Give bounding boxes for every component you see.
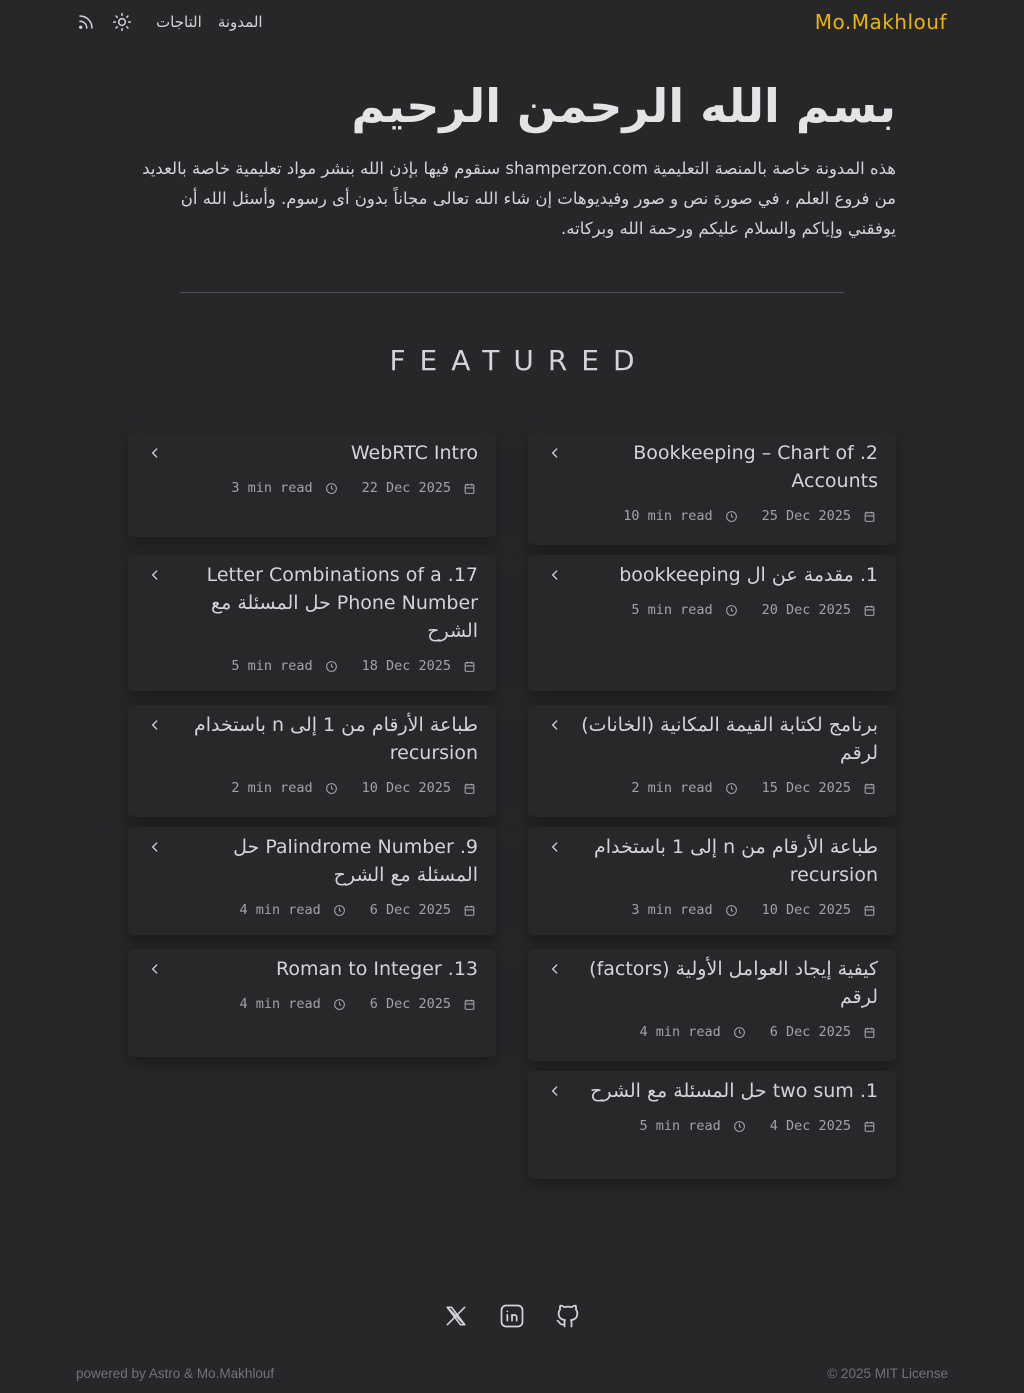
- site-brand[interactable]: Mo.Makhlouf: [814, 10, 947, 34]
- post-card[interactable]: [128, 555, 496, 691]
- post-read-time: [631, 902, 737, 918]
- post-title[interactable]: كيفية إيجاد العوامل الأولية (factors) لرقم: [589, 958, 878, 1008]
- post-date: [762, 508, 876, 524]
- chevron-left-icon[interactable]: [148, 567, 162, 581]
- calendar-icon: [457, 904, 476, 917]
- date-text: 20 Dec 2025: [761, 602, 851, 618]
- post-date: [770, 1118, 876, 1134]
- chevron-left-icon[interactable]: [548, 717, 562, 731]
- calendar-icon: [457, 660, 476, 673]
- post-title[interactable]: 17. Letter Combinations of a Phone Number حل المسئلة مع الشرح: [206, 564, 478, 642]
- chevron-left-icon[interactable]: [548, 839, 562, 853]
- calendar-icon: [857, 510, 876, 523]
- chevron-left-icon[interactable]: [548, 567, 562, 581]
- hero-section: [128, 76, 896, 244]
- read-time-text: 5 min read: [231, 658, 313, 674]
- linkedin-icon[interactable]: [497, 1301, 527, 1331]
- post-meta: [231, 479, 476, 497]
- post-card[interactable]: [528, 827, 896, 935]
- hero-title: بسم الله الرحمن الرحيم: [351, 79, 896, 133]
- post-card[interactable]: [528, 433, 896, 545]
- post-date: [762, 902, 876, 918]
- post-card[interactable]: [128, 705, 496, 817]
- post-read-time: [639, 1024, 745, 1040]
- calendar-icon: [857, 904, 876, 917]
- post-meta: [239, 995, 476, 1013]
- nav-blog-link[interactable]: المدونة: [217, 13, 263, 31]
- read-time-text: 4 min read: [239, 996, 321, 1012]
- post-meta: [639, 1117, 876, 1135]
- read-time-text: 5 min read: [639, 1118, 721, 1134]
- date-text: 10 Dec 2025: [761, 902, 851, 918]
- post-meta: [639, 1023, 876, 1041]
- post-meta: [631, 901, 876, 919]
- site-header: [0, 0, 1024, 44]
- x-icon[interactable]: [441, 1301, 471, 1331]
- read-time-text: 4 min read: [639, 1024, 721, 1040]
- date-text: 6 Dec 2025: [769, 1024, 851, 1040]
- read-time-text: 4 min read: [239, 902, 321, 918]
- clock-icon: [719, 782, 738, 795]
- date-text: 6 Dec 2025: [369, 996, 451, 1012]
- sun-icon[interactable]: [112, 12, 132, 32]
- post-read-time: [231, 780, 337, 796]
- rss-icon[interactable]: [76, 12, 96, 32]
- post-date: [762, 602, 876, 618]
- post-card[interactable]: [528, 705, 896, 817]
- calendar-icon: [857, 1026, 876, 1039]
- post-title[interactable]: برنامج لكتابة القيمة المكانية (الخانات) لرقم: [581, 714, 878, 764]
- footer-license: © 2025 MIT License: [827, 1366, 948, 1381]
- post-card[interactable]: [528, 949, 896, 1061]
- chevron-left-icon[interactable]: [548, 961, 562, 975]
- read-time-text: 2 min read: [631, 780, 713, 796]
- post-card[interactable]: [528, 555, 896, 691]
- post-meta: [239, 901, 476, 919]
- post-title[interactable]: 13. Roman to Integer: [276, 958, 478, 980]
- social-links: [441, 1301, 609, 1331]
- post-read-time: [631, 602, 737, 618]
- clock-icon: [319, 482, 338, 495]
- post-meta: [231, 779, 476, 797]
- clock-icon: [327, 904, 346, 917]
- post-card[interactable]: [128, 433, 496, 537]
- date-text: 6 Dec 2025: [369, 902, 451, 918]
- post-card[interactable]: [128, 827, 496, 935]
- clock-icon: [319, 660, 338, 673]
- post-read-time: [639, 1118, 745, 1134]
- post-date: [370, 996, 476, 1012]
- clock-icon: [319, 782, 338, 795]
- main-nav: [76, 10, 263, 34]
- post-date: [370, 902, 476, 918]
- calendar-icon: [457, 998, 476, 1011]
- post-title[interactable]: طباعة الأرقام من n إلى 1 باستخدام recursion: [593, 836, 878, 886]
- post-read-time: [231, 480, 337, 496]
- date-text: 22 Dec 2025: [361, 480, 451, 496]
- clock-icon: [719, 604, 738, 617]
- post-read-time: [631, 780, 737, 796]
- hero-intro: هذه المدونة خاصة بالمنصة التعليمية shamperzon.com سنقوم فيها بإذن الله بنشر مواد تعليمية خاصة بالعديد من فروع العلم ، في صورة نص و صور وفيديوهات إن شاء الله تعالى مجاناً بدون أى رسوم. وأسئل الله أن يوفقني وإياكم والسلام عليكم ورحمة الله وبركاته.: [142, 159, 896, 238]
- calendar-icon: [857, 604, 876, 617]
- featured-heading: FEATURED: [389, 344, 649, 377]
- github-icon[interactable]: [553, 1301, 583, 1331]
- post-title[interactable]: WebRTC Intro: [350, 442, 478, 464]
- calendar-icon: [857, 1120, 876, 1133]
- post-title[interactable]: 1. مقدمة عن ال bookkeeping: [619, 564, 878, 586]
- calendar-icon: [457, 482, 476, 495]
- date-text: 18 Dec 2025: [361, 658, 451, 674]
- post-meta: [231, 657, 476, 675]
- post-title[interactable]: طباعة الأرقام من 1 إلى n باستخدام recursion: [193, 714, 478, 764]
- date-text: 4 Dec 2025: [769, 1118, 851, 1134]
- post-read-time: [623, 508, 737, 524]
- date-text: 10 Dec 2025: [361, 780, 451, 796]
- read-time-text: 10 min read: [623, 508, 713, 524]
- post-date: [362, 480, 476, 496]
- post-meta: [631, 779, 876, 797]
- post-date: [362, 658, 476, 674]
- calendar-icon: [857, 782, 876, 795]
- clock-icon: [727, 1026, 746, 1039]
- read-time-text: 2 min read: [231, 780, 313, 796]
- post-read-time: [231, 658, 337, 674]
- post-meta: [631, 601, 876, 619]
- post-title[interactable]: 1. two sum حل المسئلة مع الشرح: [590, 1080, 878, 1102]
- read-time-text: 3 min read: [231, 480, 313, 496]
- chevron-left-icon[interactable]: [148, 961, 162, 975]
- read-time-text: 5 min read: [631, 602, 713, 618]
- chevron-left-icon[interactable]: [148, 445, 162, 459]
- clock-icon: [719, 510, 738, 523]
- post-date: [362, 780, 476, 796]
- post-date: [762, 780, 876, 796]
- date-text: 15 Dec 2025: [761, 780, 851, 796]
- footer-powered-by: powered by Astro & Mo.Makhlouf: [76, 1366, 275, 1381]
- date-text: 25 Dec 2025: [761, 508, 851, 524]
- section-divider: [180, 292, 844, 293]
- post-date: [770, 1024, 876, 1040]
- post-meta: [623, 507, 876, 525]
- post-read-time: [239, 996, 345, 1012]
- post-read-time: [239, 902, 345, 918]
- clock-icon: [727, 1120, 746, 1133]
- clock-icon: [719, 904, 738, 917]
- nav-tags-link[interactable]: التاجات: [156, 13, 202, 31]
- chevron-left-icon[interactable]: [548, 1083, 562, 1097]
- calendar-icon: [457, 782, 476, 795]
- clock-icon: [327, 998, 346, 1011]
- chevron-left-icon[interactable]: [548, 445, 562, 459]
- post-card[interactable]: [128, 949, 496, 1057]
- post-card[interactable]: [528, 1071, 896, 1179]
- post-title[interactable]: 9. Palindrome Number حل المسئلة مع الشرح: [233, 836, 478, 886]
- read-time-text: 3 min read: [631, 902, 713, 918]
- chevron-left-icon[interactable]: [148, 839, 162, 853]
- post-title[interactable]: 2. Bookkeeping – Chart of Accounts: [633, 442, 878, 492]
- chevron-left-icon[interactable]: [148, 717, 162, 731]
